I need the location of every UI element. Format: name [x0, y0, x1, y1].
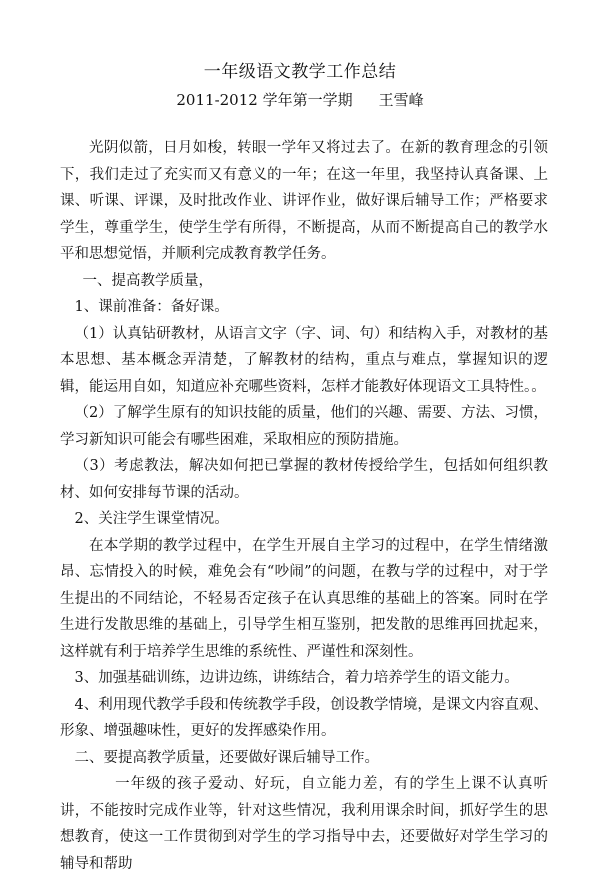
subsection-heading-4: 4、利用现代教学手段和传统教学手段，创设教学情境，是课文内容直观、形象、增强趣味性，更好的发挥感染作用。	[60, 696, 548, 739]
subsection-heading-1: 1、课前准备：备好课。	[74, 299, 229, 315]
intro-paragraph: 光阴似箭，日月如梭，转眼一学年又将过去了。在新的教育理念的引领下，我们走过了充实而又有意义的一年；在这一年里，我坚持认真备课、上课、听课、评课，及时批改作业、讲评作业，做好课后辅导工作；严格要求学生，尊重学生，使学生学有所得，不断提高，从而不断提高自己的教学水平和思想觉悟，并顺利完成教育教学任务。	[60, 140, 548, 262]
body-paragraph: （3）考虑教法，解决如何把已掌握的教材传授给学生，包括如何组织教材、如何安排每节课的活动。	[60, 458, 548, 501]
body-paragraph: （1）认真钻研教材，从语言文字（字、词、句）和结构入手，对教材的基本思想、基本概念弄清楚，了解教材的结构，重点与难点，掌握知识的逻辑，能运用自如，知道应补充哪些资料，怎样才能教好体现语文工具特性。。	[60, 325, 548, 395]
document-subtitle	[0, 90, 600, 110]
document-title: 一年级语文教学工作总结	[203, 62, 397, 82]
term-label: 2011-2012 学年第一学期	[176, 91, 353, 109]
body-paragraph: 一年级的孩子爱动、好玩，自立能力差，有的学生上课不认真听讲，不能按时完成作业等，针对这些情况，我利用课余时间，抓好学生的思想教育，使这一工作贯彻到对学生的学习指导中去，还要做好对学生学习的辅导和帮助	[60, 776, 548, 872]
subsection-heading-2: 2、关注学生课堂情况。	[74, 511, 229, 527]
section-heading-2: 二、要提高教学质量，还要做好课后辅导工作。	[74, 749, 379, 766]
section-heading-1: 一、提高教学质量，	[82, 272, 213, 289]
body-paragraph: 在本学期的教学过程中，在学生开展自主学习的过程中，在学生情绪激昂、忘情投入的时候，难免会有“吵闹”的问题，在教与学的过程中，对于学生提出的不同结论，不轻易否定孩子在认真思维的基础上的答案。同时在学生进行发散思维的基础上，引导学生相互鉴别，把发散的思维再回扰起来，这样就有利于培养学生思维的系统性、严谨性和深刻性。	[60, 537, 548, 660]
subsection-heading-3: 3、加强基础训练，边讲边练，讲练结合，着力培养学生的语文能力。	[74, 670, 519, 686]
body-paragraph: （2）了解学生原有的知识技能的质量，他们的兴趣、需要、方法、习惯，学习新知识可能会有哪些困难，采取相应的预防措施。	[60, 405, 548, 448]
author-name: 王雪峰	[378, 91, 424, 109]
document-body	[60, 135, 548, 877]
